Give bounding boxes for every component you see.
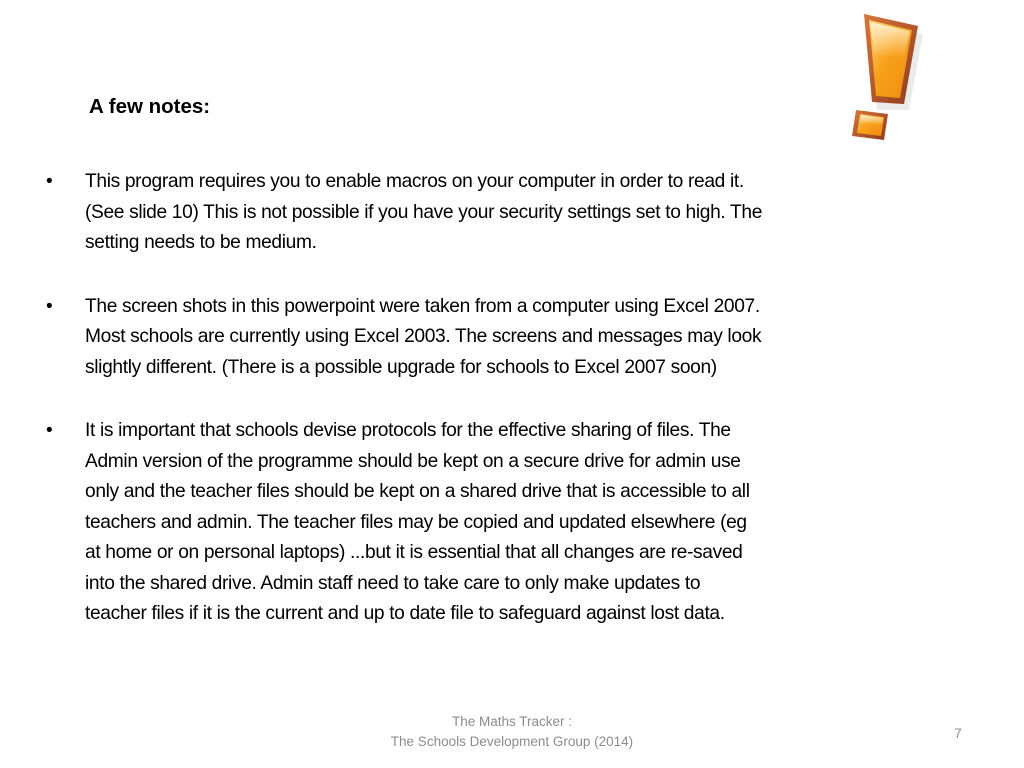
note-item xyxy=(46,292,966,384)
note-line: slightly different. (There is a possible upgrade for schools to Excel 2007 soon) xyxy=(85,356,717,378)
note-line: It is important that schools devise protocols for the effective sharing of files. The xyxy=(85,420,731,441)
note-item xyxy=(46,416,966,630)
slide-footer xyxy=(312,712,712,752)
note-line: teachers and admin. The teacher files may be copied and updated elsewhere (eg xyxy=(85,511,747,533)
exclamation-icon xyxy=(848,10,924,142)
notes-list xyxy=(46,167,966,663)
note-line: teacher files if it is the current and up to date file to safeguard against lost data. xyxy=(85,603,725,624)
footer-line-2: The Schools Development Group (2014) xyxy=(390,734,634,749)
bullet-glyph: • xyxy=(46,295,53,317)
note-line: Admin version of the programme should be kept on a secure drive for admin use xyxy=(85,450,741,472)
note-line: The screen shots in this powerpoint were taken from a computer using Excel 2007. xyxy=(85,295,760,317)
note-line: Most schools are currently using Excel 2003. The screens and messages may look xyxy=(85,326,762,347)
bullet-glyph: • xyxy=(46,171,53,192)
note-line: (See slide 10) This is not possible if you have your security settings set to high. The xyxy=(85,201,763,223)
note-item xyxy=(46,167,966,259)
note-line: This program requires you to enable macros on your computer in order to read it. xyxy=(85,171,744,192)
bullet-glyph: • xyxy=(46,420,53,441)
note-line: setting needs to be medium. xyxy=(85,232,317,253)
note-line: into the shared drive. Admin staff need to take care to only make updates to xyxy=(85,572,701,594)
footer-line-1: The Maths Tracker : xyxy=(451,714,573,729)
note-line: at home or on personal laptops) ...but it is essential that all changes are re-saved xyxy=(85,542,743,563)
note-line: only and the teacher files should be kept on a shared drive that is accessible to all xyxy=(85,481,750,502)
page-number: 7 xyxy=(954,726,962,741)
slide-title: A few notes: xyxy=(89,95,211,118)
